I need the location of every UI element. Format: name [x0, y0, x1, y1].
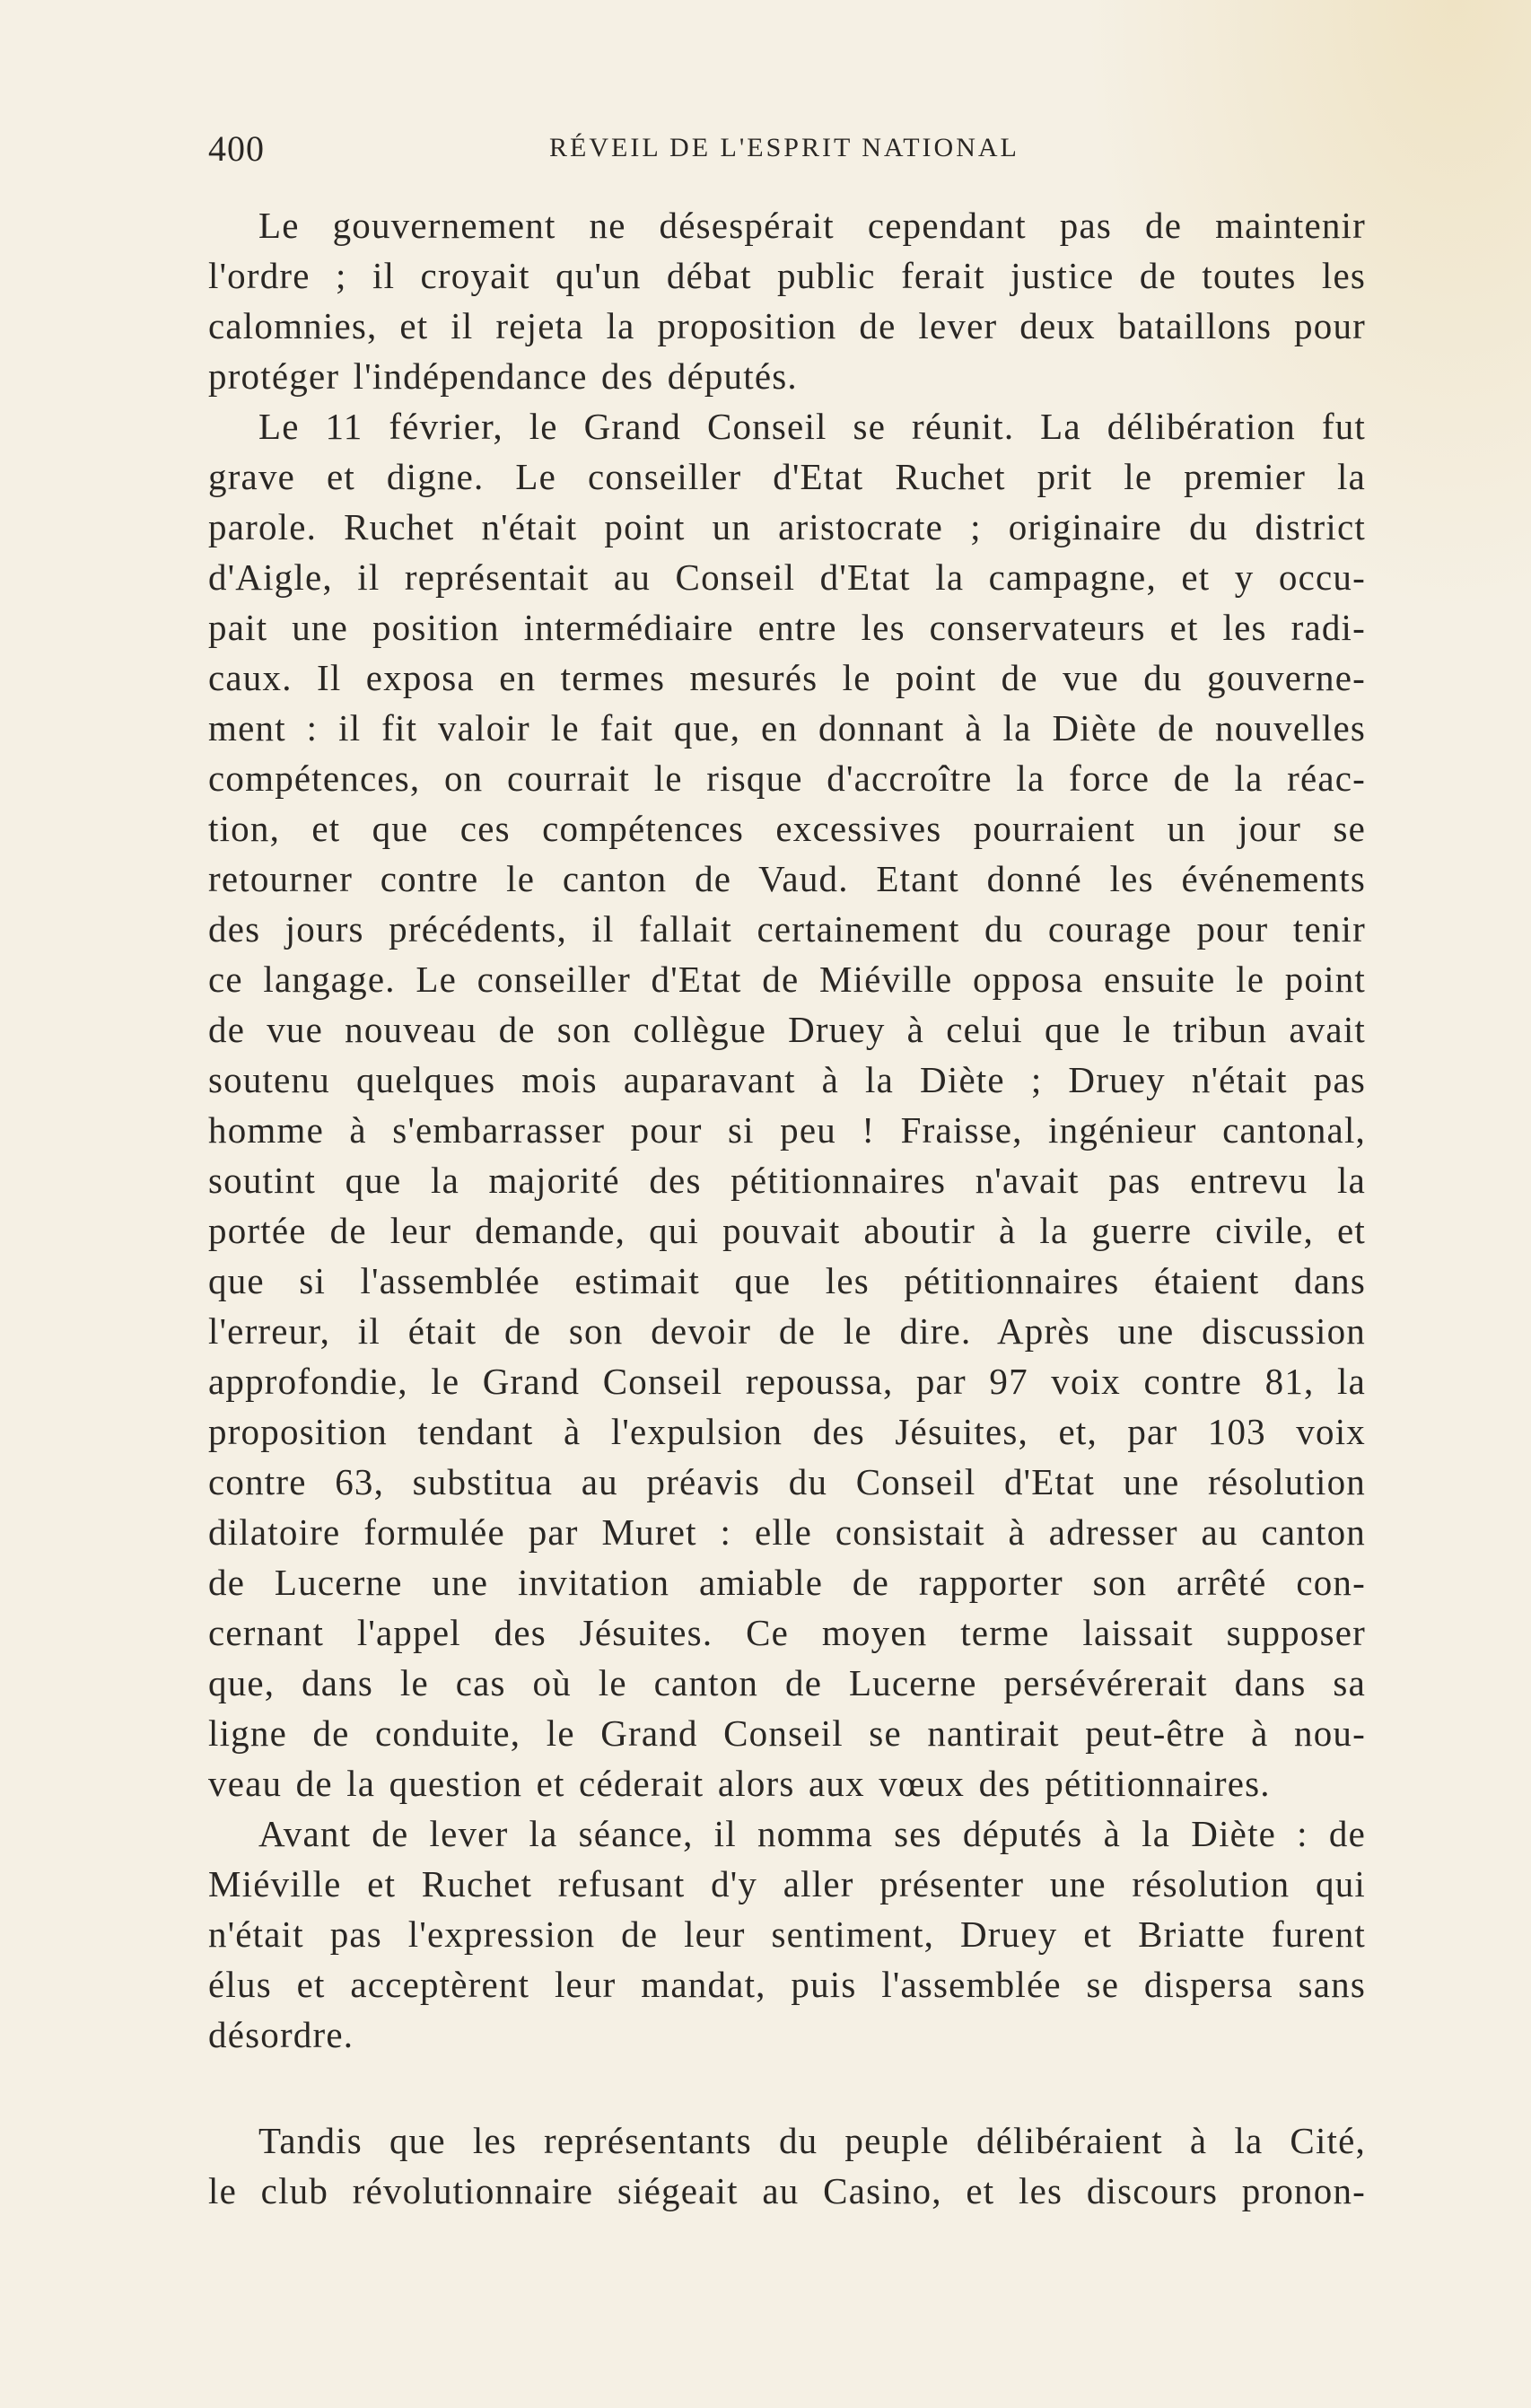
text-line: désordre. — [208, 2014, 354, 2055]
text-line: l'ordre ; il croyait qu'un débat public ferait justice de toutes les — [208, 255, 1366, 296]
text-line: de vue nouveau de son collègue Druey à celui que le tribun avait — [208, 1009, 1366, 1050]
text-line: contre 63, substitua au préavis du Conseil d'Etat une résolution — [208, 1461, 1366, 1502]
text-line: pait une position intermédiaire entre les conservateurs et les radi- — [208, 607, 1366, 648]
text-line: n'était pas l'expression de leur sentiment, Druey et Briatte furent — [208, 1913, 1366, 1955]
text-line: que si l'assemblée estimait que les pétitionnaires étaient dans — [208, 1260, 1366, 1301]
page-header — [208, 127, 1366, 172]
text-line: d'Aigle, il représentait au Conseil d'Etat la campagne, et y occu- — [208, 556, 1366, 598]
text-line: veau de la question et céderait alors aux vœux des pétitionnaires. — [208, 1763, 1271, 1804]
text-line: grave et digne. Le conseiller d'Etat Ruchet prit le premier la — [208, 456, 1366, 497]
text-line: compétences, on courrait le risque d'accroître la force de la réac- — [208, 757, 1366, 799]
body-text — [208, 200, 1366, 2216]
text-line: homme à s'embarrasser pour si peu ! Fraisse, ingénieur cantonal, — [208, 1109, 1366, 1151]
text-line: approfondie, le Grand Conseil repoussa, par 97 voix contre 81, la — [208, 1361, 1366, 1402]
text-line: soutint que la majorité des pétitionnaires n'avait pas entrevu la — [208, 1160, 1366, 1201]
text-line: retourner contre le canton de Vaud. Etant donné les événements — [208, 858, 1366, 899]
text-line: portée de leur demande, qui pouvait aboutir à la guerre civile, et — [208, 1210, 1366, 1251]
page-number: 400 — [208, 128, 265, 169]
text-line: cernant l'appel des Jésuites. Ce moyen terme laissait supposer — [208, 1612, 1366, 1653]
text-line: caux. Il exposa en termes mesurés le point de vue du gouverne- — [208, 657, 1366, 698]
text-line: Le 11 février, le Grand Conseil se réunit. La délibération fut — [258, 406, 1366, 447]
text-line: ligne de conduite, le Grand Conseil se nantirait peut-être à nou- — [208, 1712, 1366, 1754]
text-line: le club révolutionnaire siégeait au Casino, et les discours pronon- — [208, 2170, 1366, 2211]
text-line: Le gouvernement ne désespérait cependant pas de maintenir — [258, 205, 1366, 246]
paragraph-gap — [208, 2060, 1366, 2115]
text-line: de Lucerne une invitation amiable de rapporter son arrêté con- — [208, 1562, 1366, 1603]
text-line: Tandis que les représentants du peuple délibéraient à la Cité, — [258, 2120, 1366, 2161]
text-line: élus et acceptèrent leur mandat, puis l'assemblée se dispersa sans — [208, 1964, 1366, 2005]
text-line: ment : il fit valoir le fait que, en donnant à la Diète de nouvelles — [208, 707, 1366, 749]
text-line: que, dans le cas où le canton de Lucerne persévérerait dans sa — [208, 1662, 1366, 1703]
text-line: dilatoire formulée par Muret : elle consistait à adresser au canton — [208, 1511, 1366, 1553]
text-line: tion, et que ces compétences excessives pourraient un jour se — [208, 808, 1366, 849]
text-line: des jours précédents, il fallait certainement du courage pour tenir — [208, 908, 1366, 950]
text-line: ce langage. Le conseiller d'Etat de Miéville opposa ensuite le point — [208, 959, 1366, 1000]
text-line: Miéville et Ruchet refusant d'y aller présenter une résolution qui — [208, 1863, 1366, 1905]
text-line: calomnies, et il rejeta la proposition de lever deux bataillons pour — [208, 305, 1366, 346]
text-line: l'erreur, il était de son devoir de le dire. Après une discussion — [208, 1310, 1366, 1352]
text-line: soutenu quelques mois auparavant à la Diète ; Druey n'était pas — [208, 1059, 1366, 1100]
running-title: RÉVEIL DE L'ESPRIT NATIONAL — [549, 133, 1019, 162]
text-line: parole. Ruchet n'était point un aristocrate ; originaire du district — [208, 506, 1366, 547]
text-line: proposition tendant à l'expulsion des Jésuites, et, par 103 voix — [208, 1411, 1366, 1452]
text-line: protéger l'indépendance des députés. — [208, 355, 798, 397]
text-line: Avant de lever la séance, il nomma ses députés à la Diète : de — [258, 1813, 1366, 1854]
